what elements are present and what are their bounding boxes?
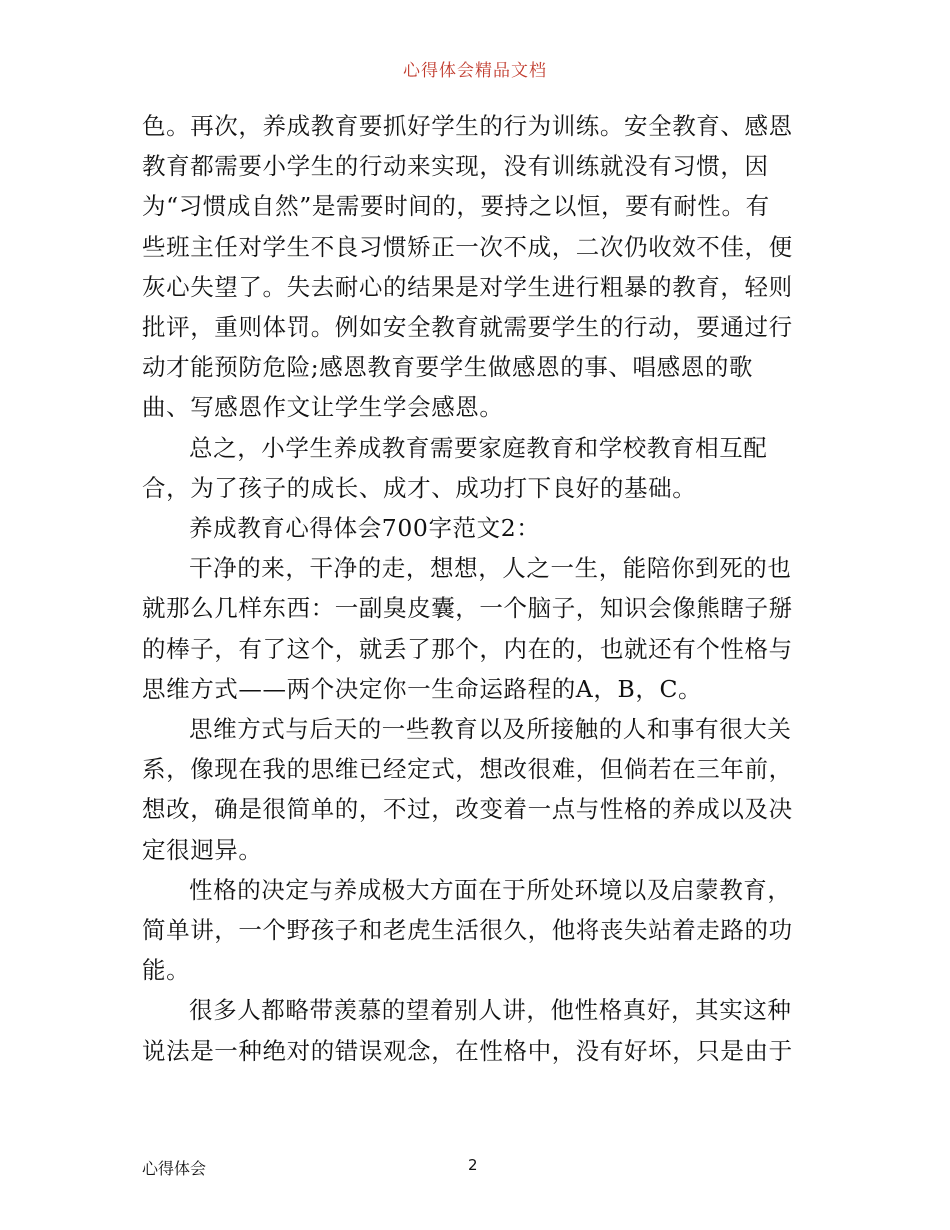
text-line: 简单讲，一个野孩子和老虎生活很久，他将丧失站着走路的功 [142,916,793,945]
text-line: 思维方式——两个决定你一生命运路程的A，B，C。 [142,674,703,703]
text-line: 批评，重则体罚。例如安全教育就需要学生的行动，要通过行 [142,313,793,342]
text-line: 色。再次，养成教育要抓好学生的行为训练。安全教育、感恩 [142,112,793,140]
text-line: 曲、写感恩作文让学生学会感恩。 [142,393,504,422]
text-line: 总之，小学生养成教育需要家庭教育和学校教育相互配 [189,433,768,462]
text-line: 很多人都略带羡慕的望着别人讲，他性格真好，其实这种 [189,996,792,1025]
text-line: 说法是一种绝对的错误观念，在性格中，没有好坏，只是由于 [142,1036,793,1065]
text-line: 合，为了孩子的成长、成才、成功打下良好的基础。 [142,473,697,502]
document-body [142,106,812,1071]
text-line: 系，像现在我的思维已经定式，想改很难，但倘若在三年前， [142,755,793,784]
text-line: 为“习惯成自然”是需要时间的，要持之以恒，要有耐性。有 [142,192,770,221]
text-line: 性格的决定与养成极大方面在于所处环境以及启蒙教育， [189,875,792,904]
text-line: 些班主任对学生不良习惯矫正一次不成，二次仍收效不佳，便 [142,232,793,261]
text-line: 动才能预防危险;感恩教育要学生做感恩的事、唱感恩的歌 [142,353,754,382]
page-header-title: 心得体会精品文档 [403,61,547,81]
text-line: 的棒子，有了这个，就丢了那个，内在的，也就还有个性格与 [142,634,793,663]
page-number: 2 [468,1156,478,1174]
text-line: 定很迥异。 [142,835,263,864]
text-line: 干净的来，干净的走，想想，人之一生，能陪你到死的也 [189,554,792,583]
text-line: 就那么几样东西：一副臭皮囊，一个脑子，知识会像熊瞎子掰 [142,594,793,623]
page-footer-label: 心得体会 [142,1159,207,1178]
text-line: 想改，确是很简单的，不过，改变着一点与性格的养成以及决 [142,795,793,824]
text-line: 灰心失望了。失去耐心的结果是对学生进行粗暴的教育，轻则 [142,272,793,301]
text-line: 养成教育心得体会700字范文2： [189,514,541,543]
text-line: 思维方式与后天的一些教育以及所接触的人和事有很大关 [189,715,792,744]
text-line: 能。 [142,956,191,985]
text-line: 教育都需要小学生的行动来实现，没有训练就没有习惯，因 [142,152,769,181]
